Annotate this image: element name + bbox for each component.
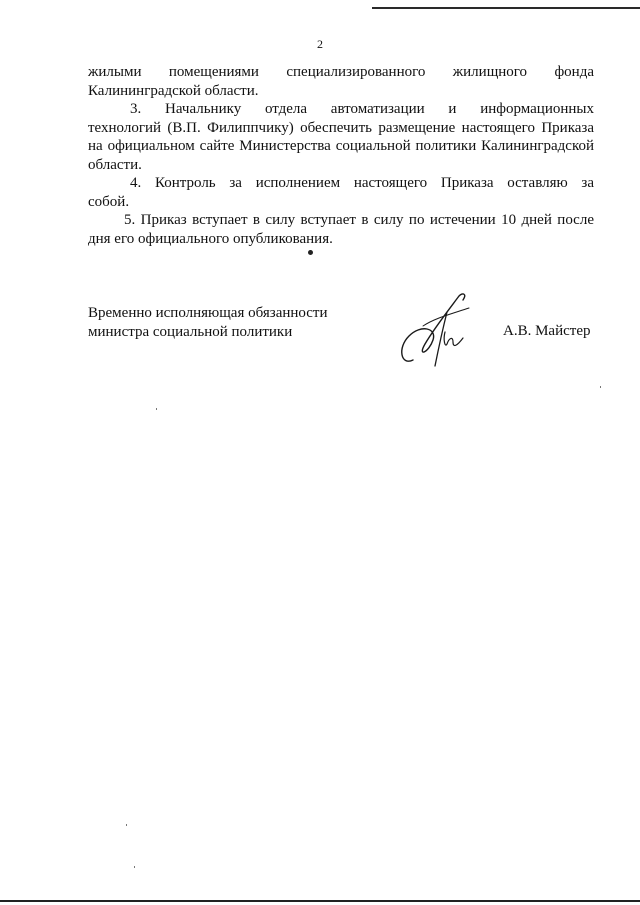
signer-title (88, 304, 328, 341)
paragraph-3 (88, 100, 594, 174)
scan-speck (134, 866, 135, 868)
signer-title-line: Временно исполняющая обязанности (88, 305, 328, 321)
paragraph-line: 4. Контроль за исполнением настоящего Приказа оставляю за (130, 175, 594, 191)
scan-edge-bottom (0, 900, 640, 902)
paragraph-5 (88, 211, 594, 248)
signer-name: А.В. Майстер (503, 323, 591, 339)
paragraph-text: технологий (В.П. Филиппчику) обеспечить размещение настоящего Приказа на официальном сайте Министерства социальной политики Калининградской области. (88, 119, 594, 173)
paragraph-line: 5. Приказ вступает в силу вступает в силу по истечении 10 дней после (124, 212, 594, 228)
document-body (88, 63, 594, 248)
paragraph-line: Калининградской области. (88, 82, 259, 99)
scan-speck (156, 408, 157, 410)
paragraph-line: дня его официального опубликования. (88, 230, 333, 247)
scan-edge-top (372, 7, 640, 9)
ink-mark (308, 250, 313, 255)
scan-speck (600, 386, 601, 388)
paragraph-2-continuation (88, 63, 594, 100)
page-number: 2 (317, 37, 323, 51)
signer-title-line: министра социальной политики (88, 323, 293, 340)
paragraph-line: жилыми помещениями специализированного жилищного фонда (88, 64, 594, 80)
handwritten-signature (395, 288, 475, 370)
scan-speck (126, 824, 127, 826)
paragraph-4 (88, 174, 594, 211)
paragraph-line: 3. Начальнику отдела автоматизации и информационных (130, 101, 594, 117)
paragraph-line: собой. (88, 193, 130, 210)
